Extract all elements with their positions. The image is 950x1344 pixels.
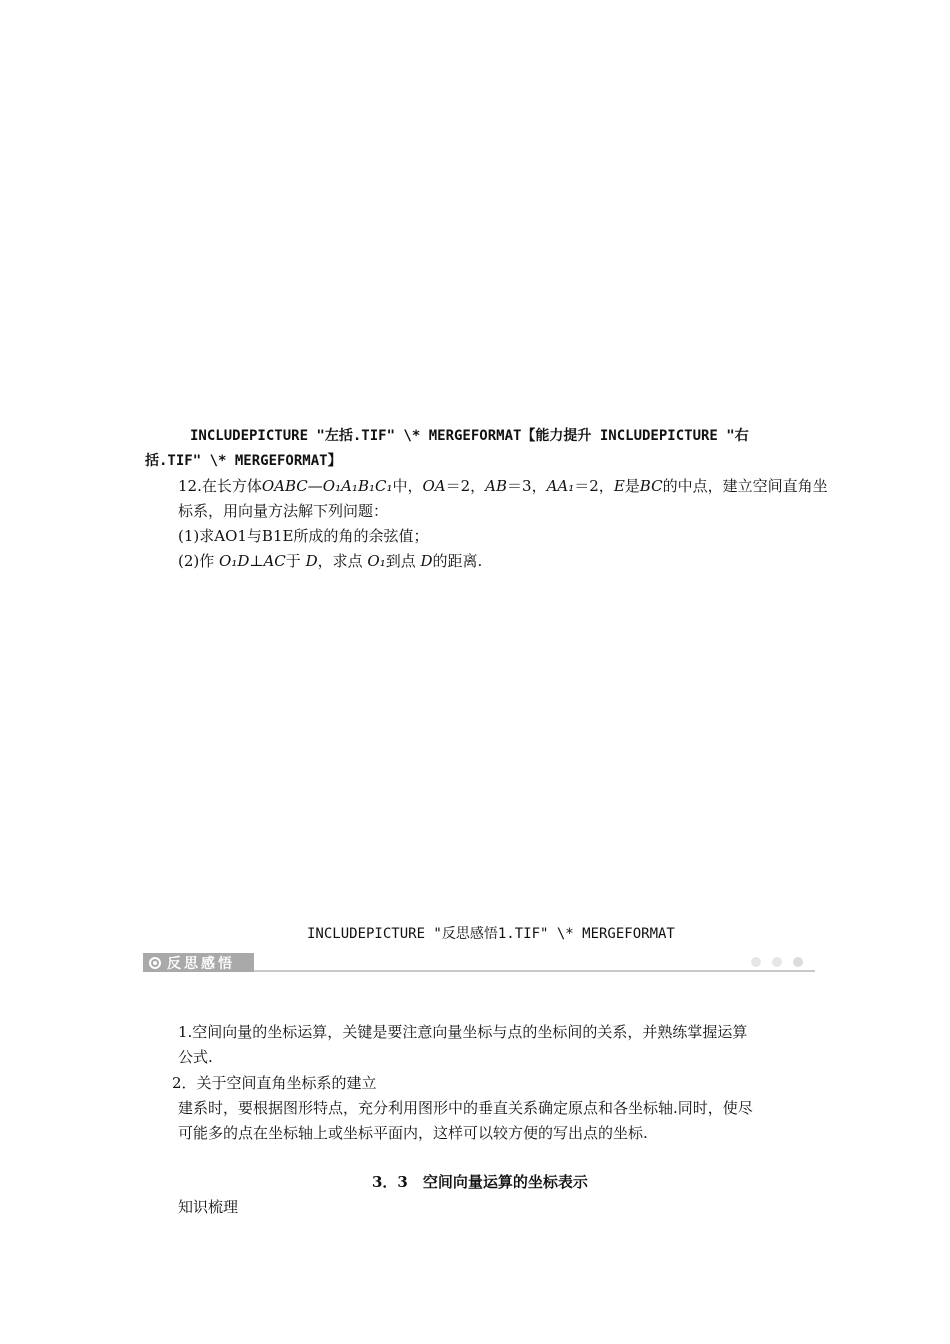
banner-rule [254, 970, 815, 972]
problem-text: 的中点，建立空间直角坐 [662, 477, 828, 495]
reflection-item2-line1: 建系时，要根据图形特点，充分利用图形中的垂直关系确定原点和各坐标轴.同时，使尽 [178, 1099, 753, 1117]
problem-12-part1: (1)求AO1与B1E所成的角的余弦值； [178, 527, 429, 545]
banner-dot-icon [793, 957, 803, 967]
reflection-banner [143, 953, 815, 973]
include-picture-field-left: INCLUDEPICTURE "左括.TIF" \* MERGEFORMAT【能力提升 INCLUDEPICTURE "右 [190, 428, 749, 444]
problem-text: 中， [392, 477, 423, 495]
problem-text: ，求点 [317, 552, 368, 570]
math-perpendicular: O₁D⊥AC [219, 552, 286, 570]
section-title: 3．3 空间向量运算的坐标表示 [372, 1173, 588, 1191]
problem-text: 在长方体 [201, 477, 262, 495]
include-picture-field-right: 括.TIF" \* MERGEFORMAT】 [145, 453, 342, 469]
math-segment: OA [422, 477, 446, 495]
problem-12-part2 [178, 551, 482, 571]
problem-12-line2: 标系，用向量方法解下列问题： [178, 502, 389, 520]
math-point: D [420, 552, 433, 570]
math-segment: AB [485, 477, 508, 495]
math-point: O₁ [367, 552, 386, 570]
problem-text: 的距离. [432, 552, 483, 570]
math-solid: OABC—O₁A₁B₁C₁ [261, 477, 393, 495]
math-segment: AA₁ [546, 477, 575, 495]
reflection-item1-line1: 1.空间向量的坐标运算，关键是要注意向量坐标与点的坐标间的关系，并熟练掌握运算 [178, 1023, 748, 1041]
problem-number: 12. [178, 477, 202, 495]
reflection-item1-line2: 公式. [178, 1048, 213, 1066]
problem-text: ＝3， [507, 477, 547, 495]
math-point: E [613, 477, 625, 495]
problem-text: 于 [285, 552, 306, 570]
problem-text: 是 [624, 477, 640, 495]
math-segment: BC [639, 477, 663, 495]
banner-dot-icon [772, 957, 782, 967]
problem-text: (2)作 [178, 552, 220, 570]
banner-dot-icon [751, 957, 761, 967]
problem-text: ＝2， [445, 477, 486, 495]
reflection-item2-line2: 可能多的点在坐标轴上或坐标平面内，这样可以较方便的写出点的坐标. [178, 1124, 648, 1142]
reflection-banner-label: 反思感悟 [167, 955, 235, 972]
reflection-item2-title: 2．关于空间直角坐标系的建立 [172, 1074, 377, 1092]
math-point: D [305, 552, 318, 570]
reflection-banner-tab [143, 953, 254, 972]
include-picture-field-reflection: INCLUDEPICTURE "反思感悟1.TIF" \* MERGEFORMAT [307, 926, 675, 942]
target-icon [149, 957, 161, 969]
problem-text: ＝2， [574, 477, 614, 495]
problem-12-line1 [178, 476, 828, 496]
problem-text: 到点 [385, 552, 421, 570]
section-subtitle: 知识梳理 [178, 1198, 239, 1216]
